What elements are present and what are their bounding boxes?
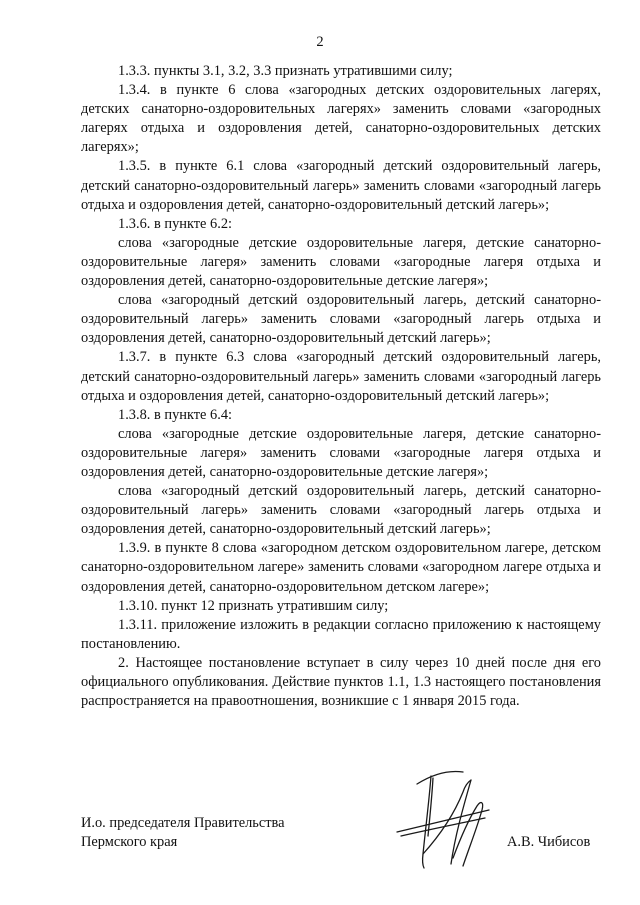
paragraph-1-3-11: 1.3.11. приложение изложить в редакции согласно приложению к настоящему постановлению. [81,616,601,652]
signer-name: А.В. Чибисов [507,834,591,850]
document-body [81,62,601,711]
signer-title-line-1: И.о. председателя Правительства [81,815,285,831]
paragraph-1-3-4: 1.3.4. в пункте 6 слова «загородных детских оздоровительных лагерях, детских санаторно-оздоровительных лагерях» заменить словами «загородных лагерях отдыха и оздоровления детей, санаторно-оздоровительных детских лагерях»; [81,82,601,156]
paragraph-1-3-6: 1.3.6. в пункте 6.2: [118,215,233,232]
paragraph-1-3-3: 1.3.3. пункты 3.1, 3.2, 3.3 признать утратившими силу; [118,63,453,79]
paragraph-1-3-6-item-2: слова «загородный детский оздоровительный лагерь, детский санаторно-оздоровительный лагерь» заменить словами «загородный лагерь отдыха и оздоровления детей, санаторно-оздоровительный детский лагерь»; [81,292,601,347]
paragraph-1-3-5: 1.3.5. в пункте 6.1 слова «загородный детский оздоровительный лагерь, детский санаторно-оздоровительный лагерь» заменить словами «загородный лагерь отдыха и оздоровления детей, санаторно-оздоровительный детский лагерь»; [81,158,601,213]
signer-title [81,814,285,851]
paragraph-1-3-9: 1.3.9. в пункте 8 слова «загородном детском оздоровительном лагере, детском санаторно-оздоровительном лагере» заменить словами «загородном лагере отдыха и оздоровления детей, санаторно-оздоровительном детском лагере»; [81,540,601,595]
page-number: 2 [316,34,324,50]
paragraph-2: 2. Настоящее постановление вступает в силу через 10 дней после дня его официального опубликования. Действие пунктов 1.1, 1.3 настоящего постановления распространяется на правоотношения, возникшие с 1 января 2015 года. [81,654,601,710]
handwritten-signature [393,762,523,872]
paragraph-1-3-7: 1.3.7. в пункте 6.3 слова «загородный детский оздоровительный лагерь, детский санаторно-оздоровительный лагерь» заменить словами «загородный лагерь отдыха и оздоровления детей, санаторно-оздоровительный детский лагерь»; [81,349,601,404]
paragraph-1-3-10: 1.3.10. пункт 12 признать утратившим силу; [118,597,389,614]
paragraph-1-3-8-item-2: слова «загородный детский оздоровительный лагерь, детский санаторно-оздоровительный лагерь» заменить словами «загородный лагерь отдыха и оздоровления детей, санаторно-оздоровительный детский лагерь»; [81,483,601,538]
paragraph-1-3-6-item-1: слова «загородные детские оздоровительные лагеря, детские санаторно-оздоровительные лагеря» заменить словами «загородные лагеря отдыха и оздоровления детей, санаторно-оздоровительные детские лагеря»; [81,234,601,290]
paragraph-1-3-8-item-1: слова «загородные детские оздоровительные лагеря, детские санаторно-оздоровительные лагеря» заменить словами «загородные лагеря отдыха и оздоровления детей, санаторно-оздоровительные детские лагеря»; [81,425,601,480]
paragraph-1-3-8: 1.3.8. в пункте 6.4: [118,406,233,423]
signer-title-line-2: Пермского края [81,833,178,850]
